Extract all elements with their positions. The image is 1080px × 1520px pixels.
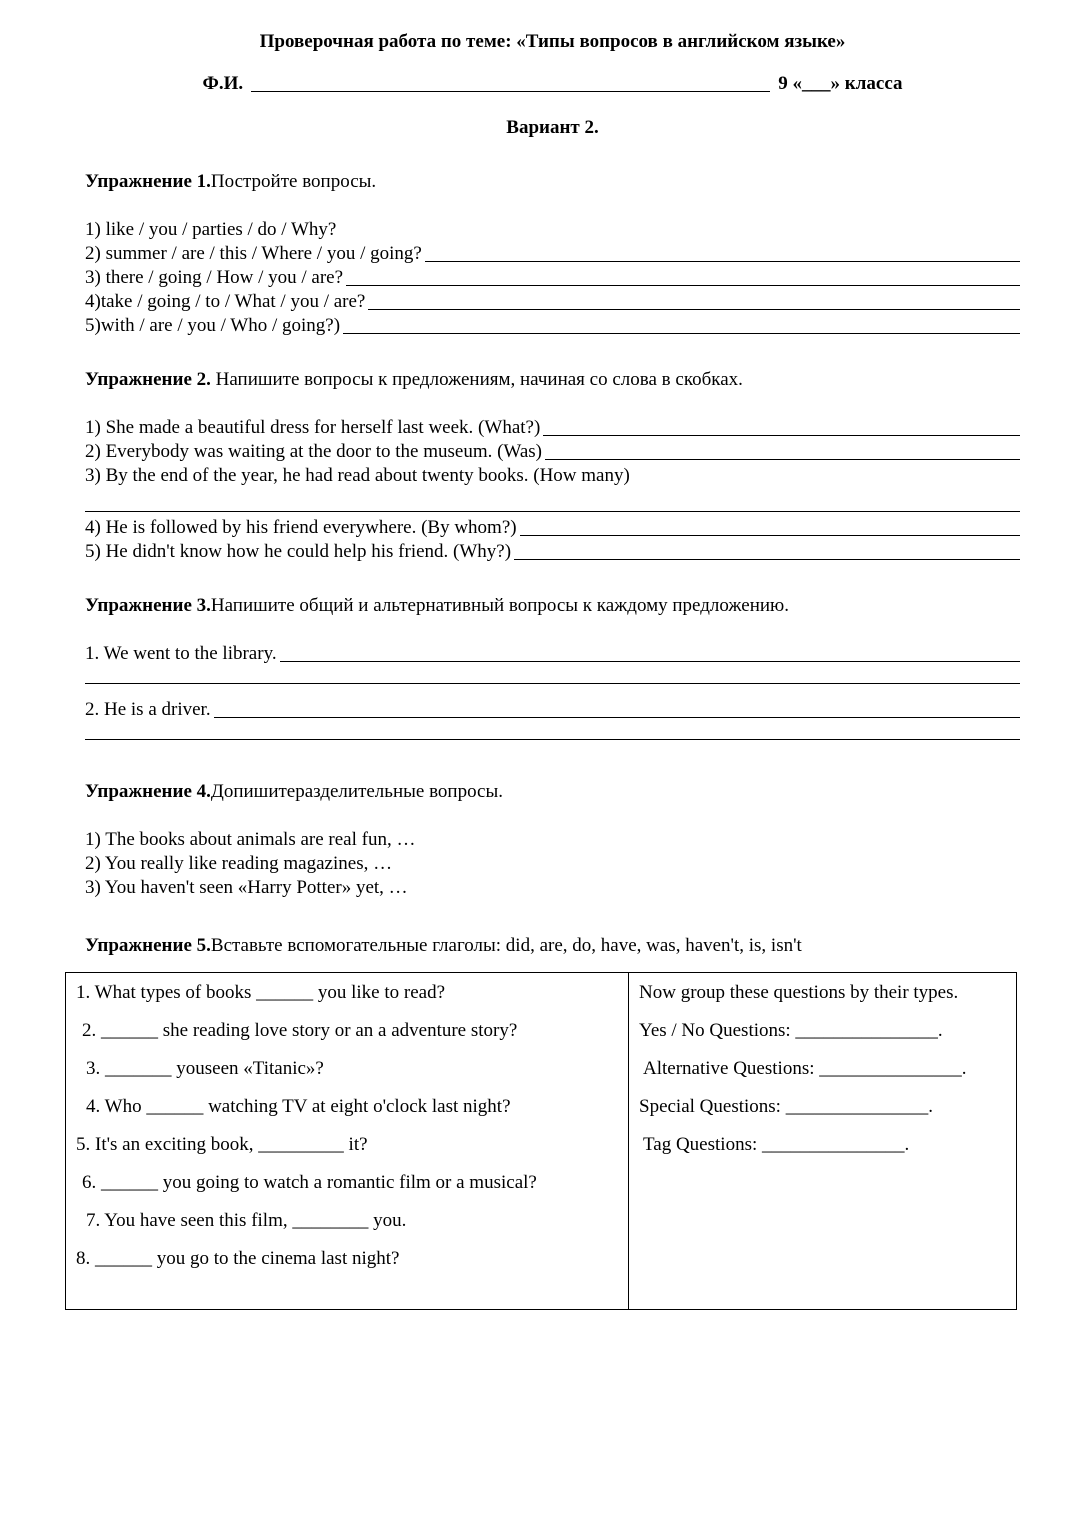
ex5-question-4: 4. Who ______ watching TV at eight o'clock last night? (86, 1096, 511, 1117)
class-label: 9 «___» класса (778, 73, 903, 94)
answer-line (214, 717, 1020, 718)
ex3-item-2 (85, 698, 1020, 722)
ex5-question-6: 6. ______ you going to watch a romantic film or a musical? (82, 1172, 537, 1193)
ex5-question-1: 1. What types of books ______ you like to read? (76, 982, 446, 1003)
page-title: Проверочная работа по теме: «Типы вопросов в английском языке» (259, 31, 846, 52)
exercise-4-items (85, 828, 1020, 900)
ex5-question-2: 2. ______ she reading love story or an a adventure story? (82, 1020, 518, 1041)
ex5-question-3: 3. _______ youseen «Titanic»? (86, 1058, 324, 1079)
answer-line (514, 559, 1020, 560)
exercise-2-task: Напишите вопросы к предложениям, начиная со слова в скобках. (215, 369, 743, 390)
ex5-type-tag: Tag Questions: _______________. (643, 1134, 910, 1155)
exercise-5-heading (85, 934, 1020, 958)
ex4-item-1 (85, 828, 1020, 852)
variant-title: Вариант 2. (506, 117, 599, 138)
ex2-item-1-text: 1) She made a beautiful dress for herself last week. (What?) (85, 417, 541, 438)
exercise-1-number: Упражнение 1. (85, 171, 211, 192)
ex5-group-heading: Now group these questions by their types. (639, 982, 959, 1003)
answer-line-full (85, 502, 1020, 512)
exercise-4 (85, 780, 1020, 900)
ex1-item-5 (85, 314, 1020, 338)
ex2-item-5 (85, 540, 1020, 564)
ex1-item-5-text: 5)with / are / you / Who / going?) (85, 315, 341, 336)
exercise-3-task: Напишите общий и альтернативный вопросы к каждому предложению. (210, 595, 789, 616)
exercise-5-task: Вставьте вспомогательные глаголы: did, are, do, have, was, haven't, is, isn't (210, 935, 802, 956)
answer-line (368, 309, 1020, 310)
ex4-item-3 (85, 876, 1020, 900)
exercise-5-number: Упражнение 5. (85, 935, 211, 956)
ex5-type-special: Special Questions: _______________. (639, 1096, 933, 1117)
name-label: Ф.И. (202, 73, 244, 94)
ex1-item-1-text: 1) like / you / parties / do / Why? (85, 219, 337, 240)
exercise-2 (85, 368, 1020, 564)
ex5-type-alternative: Alternative Questions: _______________. (643, 1058, 967, 1079)
ex1-item-3-text: 3) there / going / How / you / are? (85, 267, 344, 288)
exercise-5-questions-column (66, 973, 629, 1309)
ex5-question-8: 8. ______ you go to the cinema last night? (76, 1248, 400, 1269)
exercise-5-types-column (629, 973, 1016, 1309)
exercise-4-heading (85, 780, 1020, 804)
ex1-item-2 (85, 242, 1020, 266)
ex2-item-2 (85, 440, 1020, 464)
exercise-1-items (85, 218, 1020, 338)
ex4-item-1-text: 1) The books about animals are real fun, … (85, 829, 416, 850)
ex1-item-4 (85, 290, 1020, 314)
ex1-item-1 (85, 218, 1020, 242)
ex1-item-2-text: 2) summer / are / this / Where / you / going? (85, 243, 422, 264)
exercise-3-number: Упражнение 3. (85, 595, 211, 616)
ex2-item-4-text: 4) He is followed by his friend everywhere. (By whom?) (85, 517, 517, 538)
ex2-item-1 (85, 416, 1020, 440)
ex5-question-7: 7. You have seen this film, ________ you. (86, 1210, 407, 1231)
ex2-item-2-text: 2) Everybody was waiting at the door to the museum. (Was) (85, 441, 543, 462)
exercise-1 (85, 170, 1020, 338)
answer-line-full (85, 676, 1020, 684)
ex1-item-4-text: 4)take / going / to / What / you / are? (85, 291, 366, 312)
exercise-1-heading (85, 170, 1020, 194)
exercise-4-number: Упражнение 4. (85, 781, 211, 802)
answer-line (425, 261, 1020, 262)
ex1-item-3 (85, 266, 1020, 290)
exercise-5-table (65, 972, 1017, 1310)
ex4-item-2 (85, 852, 1020, 876)
ex2-item-4 (85, 516, 1020, 540)
answer-line (280, 661, 1020, 662)
answer-line (545, 459, 1020, 460)
ex5-question-5: 5. It's an exciting book, _________ it? (76, 1134, 368, 1155)
ex4-item-3-text: 3) You haven't seen «Harry Potter» yet, … (85, 877, 408, 898)
answer-line (346, 285, 1020, 286)
ex2-item-5-text: 5) He didn't know how he could help his friend. (Why?) (85, 541, 512, 562)
ex3-item-2-text: 2. He is a driver. (85, 699, 211, 720)
exercise-1-task: Постройте вопросы. (210, 171, 377, 192)
answer-line (343, 333, 1020, 334)
exercise-3 (85, 594, 1020, 740)
answer-line-full (85, 732, 1020, 740)
ex4-item-2-text: 2) You really like reading magazines, … (85, 853, 393, 874)
ex5-type-yesno: Yes / No Questions: _______________. (639, 1020, 943, 1041)
exercise-5 (76, 934, 1020, 1310)
answer-line (543, 435, 1020, 436)
exercise-2-items (85, 416, 1020, 564)
ex3-item-1-text: 1. We went to the library. (85, 643, 277, 664)
exercise-3-items (85, 642, 1020, 740)
name-row (203, 72, 903, 96)
ex2-item-3-text: 3) By the end of the year, he had read about twenty books. (How many) (85, 465, 630, 486)
exercise-3-heading (85, 594, 1020, 618)
exercise-4-task: Допишитеразделительные вопросы. (210, 781, 503, 802)
name-answer-line (251, 91, 770, 92)
answer-line (520, 535, 1020, 536)
document-header (203, 30, 903, 140)
exercise-2-number: Упражнение 2. (85, 369, 216, 390)
exercise-2-heading (85, 368, 1020, 392)
ex3-item-1 (85, 642, 1020, 666)
ex2-item-3 (85, 464, 1020, 488)
